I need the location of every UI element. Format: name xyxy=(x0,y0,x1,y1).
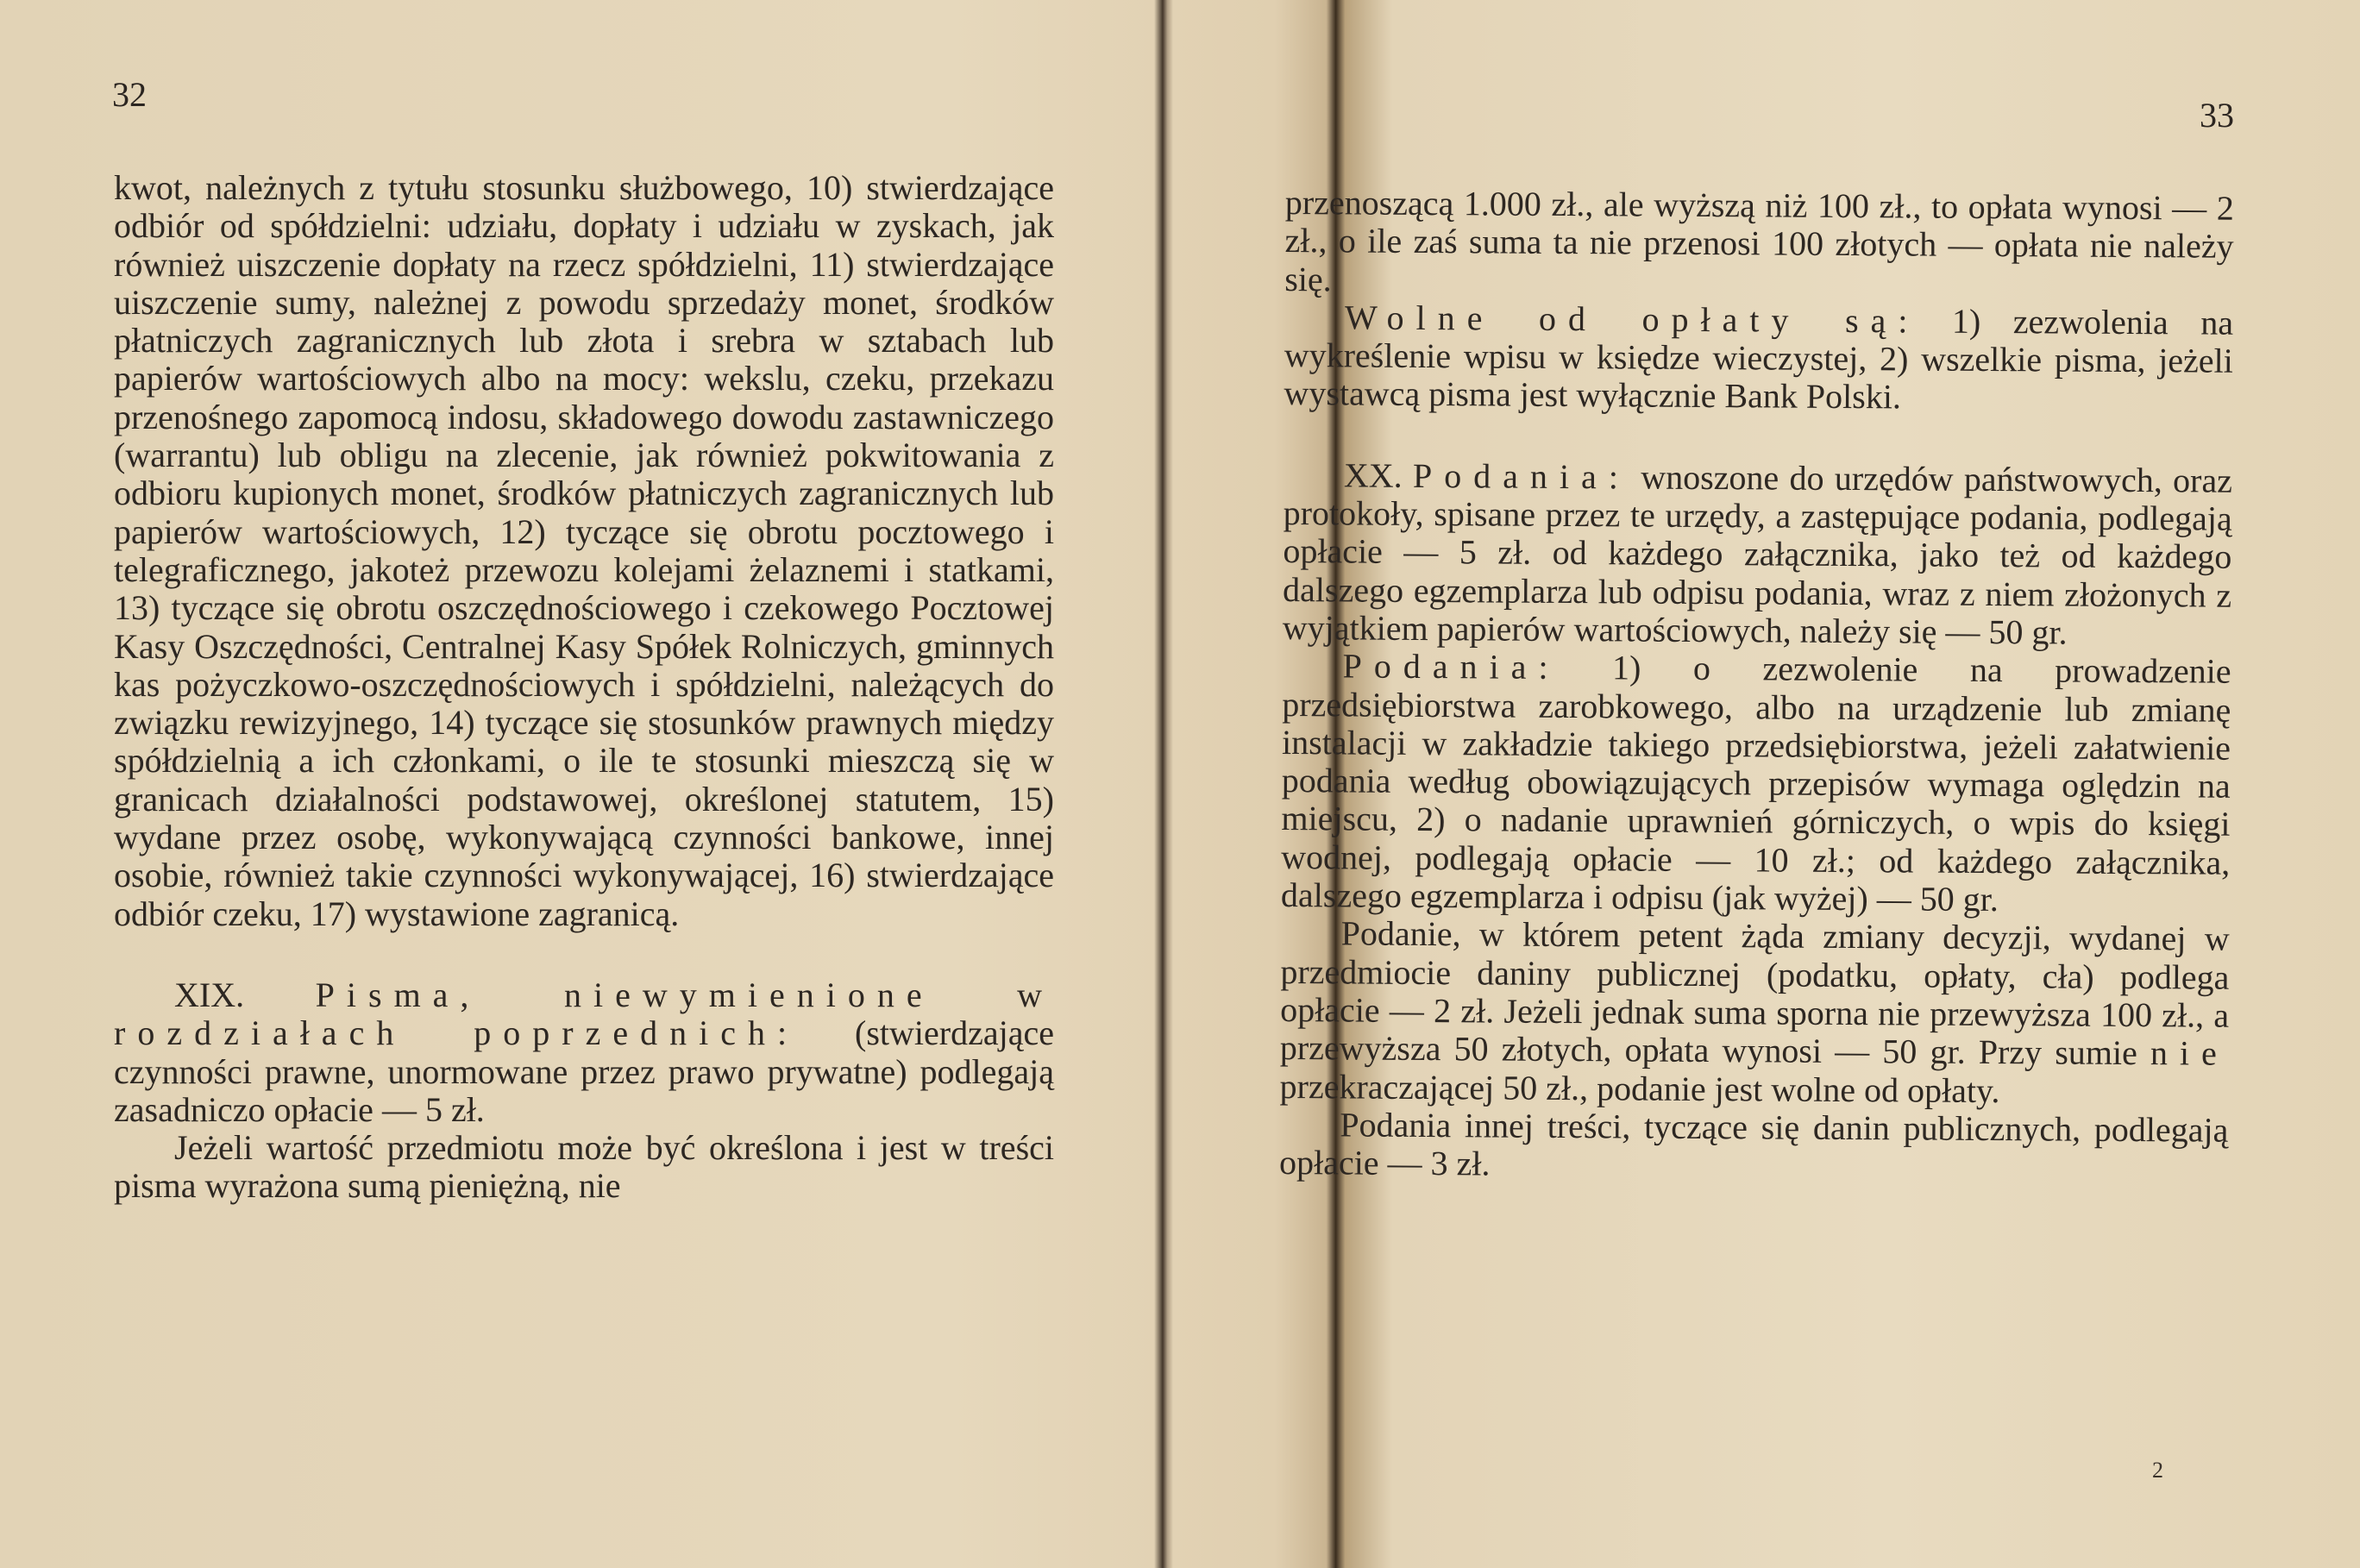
paragraph xyxy=(1279,914,2229,1111)
paragraph-text: przekraczającej 50 zł., podanie jest wolne od opłaty. xyxy=(1279,1066,2000,1110)
book-gutter xyxy=(1154,0,1173,1568)
applications-title: Podania: xyxy=(1342,646,1560,687)
paragraph-text: Podanie, w którem petent żąda zmiany decyzji, wydanej w przedmiocie daniny publicznej (podatku, opłaty, cła) podlega opłacie — 2 zł. Jeżeli jednak suma sporna nie przewyższa 100 zł., a przewyższa 50 złotych, opłata wynosi — 50 gr. Przy sumie xyxy=(1279,913,2230,1073)
section-body: (stwierdzające czynności prawne, unormowane przez prawo prywatne) podlegają zasadniczo opłacie — 5 zł. xyxy=(114,1013,1054,1129)
right-page-text xyxy=(1279,184,2234,1188)
applications-body: 1) o zezwolenie na prowadzenie przedsiębiorstwa zarobkowego, albo na urządzenie lub zmianę instalacji w zakładzie takiego przedsiębiorstwa, jeżeli załatwienie podania według obowiązujących przepisów wymaga oględzin na miejscu, 2) o nadanie uprawnień górniczych, o wpis do księgi wodnej, podlegają opłacie — 10 zł.; od każdego załącznika, dalszego egzemplarza i odpisu (jak wyżej) — 50 gr. xyxy=(1280,648,2231,919)
section-body: wnoszone do urzędów państwowych, oraz protokoły, spisane przez te urzędy, a zastępujące podania, podlegają opłacie — 5 zł. od każdego załącznika, jako też od każdego dalszego egzemplarza lub odpisu podania, wraz z niem złożonych z wyjątkiem papierów wartościowych, należy się — 50 gr. xyxy=(1282,457,2233,652)
section-number: XX. xyxy=(1343,455,1403,495)
section-title: Podania: xyxy=(1412,455,1631,497)
section-title: Pisma, niewymienione w rozdziałach poprzednich: xyxy=(114,975,1055,1053)
applications-paragraph xyxy=(1281,647,2231,920)
spaced-word: nie xyxy=(2150,1033,2229,1073)
exemptions-title: Wolne od opłaty są: xyxy=(1344,298,1920,341)
section-xx xyxy=(1283,456,2232,653)
exemptions-body: 1) zezwolenia na wykreślenie wpisu w księdze wieczystej, 2) wszelkie pisma, jeżeli wystawcą pisma jest wyłącznie Bank Polski. xyxy=(1284,301,2234,417)
section-number: XIX. xyxy=(174,975,245,1014)
paragraph: Podania innej treści, tyczące się danin publicznych, podlegają opłacie — 3 zł. xyxy=(1278,1105,2229,1183)
exemptions-paragraph xyxy=(1284,298,2233,419)
page-number-left: 32 xyxy=(112,75,147,114)
section-xix xyxy=(114,976,1054,1129)
right-page xyxy=(1177,0,2360,1568)
paragraph: Jeżeli wartość przedmiotu może być określona i jest w treści pisma wyrażona sumą pieniężną, nie xyxy=(114,1128,1054,1206)
signature-mark: 2 xyxy=(2152,1458,2163,1483)
left-page xyxy=(0,0,1156,1568)
page-number-right: 33 xyxy=(2200,96,2234,135)
paragraph: przenoszącą 1.000 zł., ale wyższą niż 100 zł., to opłata wynosi — 2 zł., o ile zaś suma ta nie przenosi 100 złotych — opłata nie należy się. xyxy=(1284,183,2234,298)
paragraph: kwot, należnych z tytułu stosunku służbowego, 10) stwierdzające odbiór od spółdzielni: udziału, dopłaty i udziału w zyskach, jak również uiszczenie dopłaty na rzecz spółdzielni, 11) stwierdzające uiszczenie sumy, należnej z powodu sprzedaży monet, środków płatniczych zagranicznych lub złota i srebra w sztabach lub papierów wartościowych albo na mocy: wekslu, czeku, przekazu przenośnego zapomocą indosu, składowego dowodu zastawniczego (warrantu) lub obligu na zlecenie, jak również pokwitowania z odbioru kupionych monet, środków płatniczych zagranicznych lub papierów wartościowych, 12) tyczące się obrotu pocztowego i telegraficznego, jakoteż przewozu kolejami żelaznemi i statkami, 13) tyczące się obrotu oszczędnościowego i czekowego Pocztowej Kasy Oszczędności, Centralnej Kasy Spółek Rolniczych, gminnych kas pożyczkowo-oszczędnościowych i spółdzielni, należących do związku rewizyjnego, 14) tyczące się stosunków prawnych między spółdzielnią a ich członkami, o ile te stosunki mieszczą się w granicach działalności podstawowej, określonej statutem, 15) wydane przez osobę, wykonywającą czynności bankowe, innej osobie, również takie czynności wykonywającej, 16) stwierdzające odbiór czeku, 17) wystawione zagranicą. xyxy=(114,168,1054,933)
left-page-text xyxy=(114,169,1054,1206)
